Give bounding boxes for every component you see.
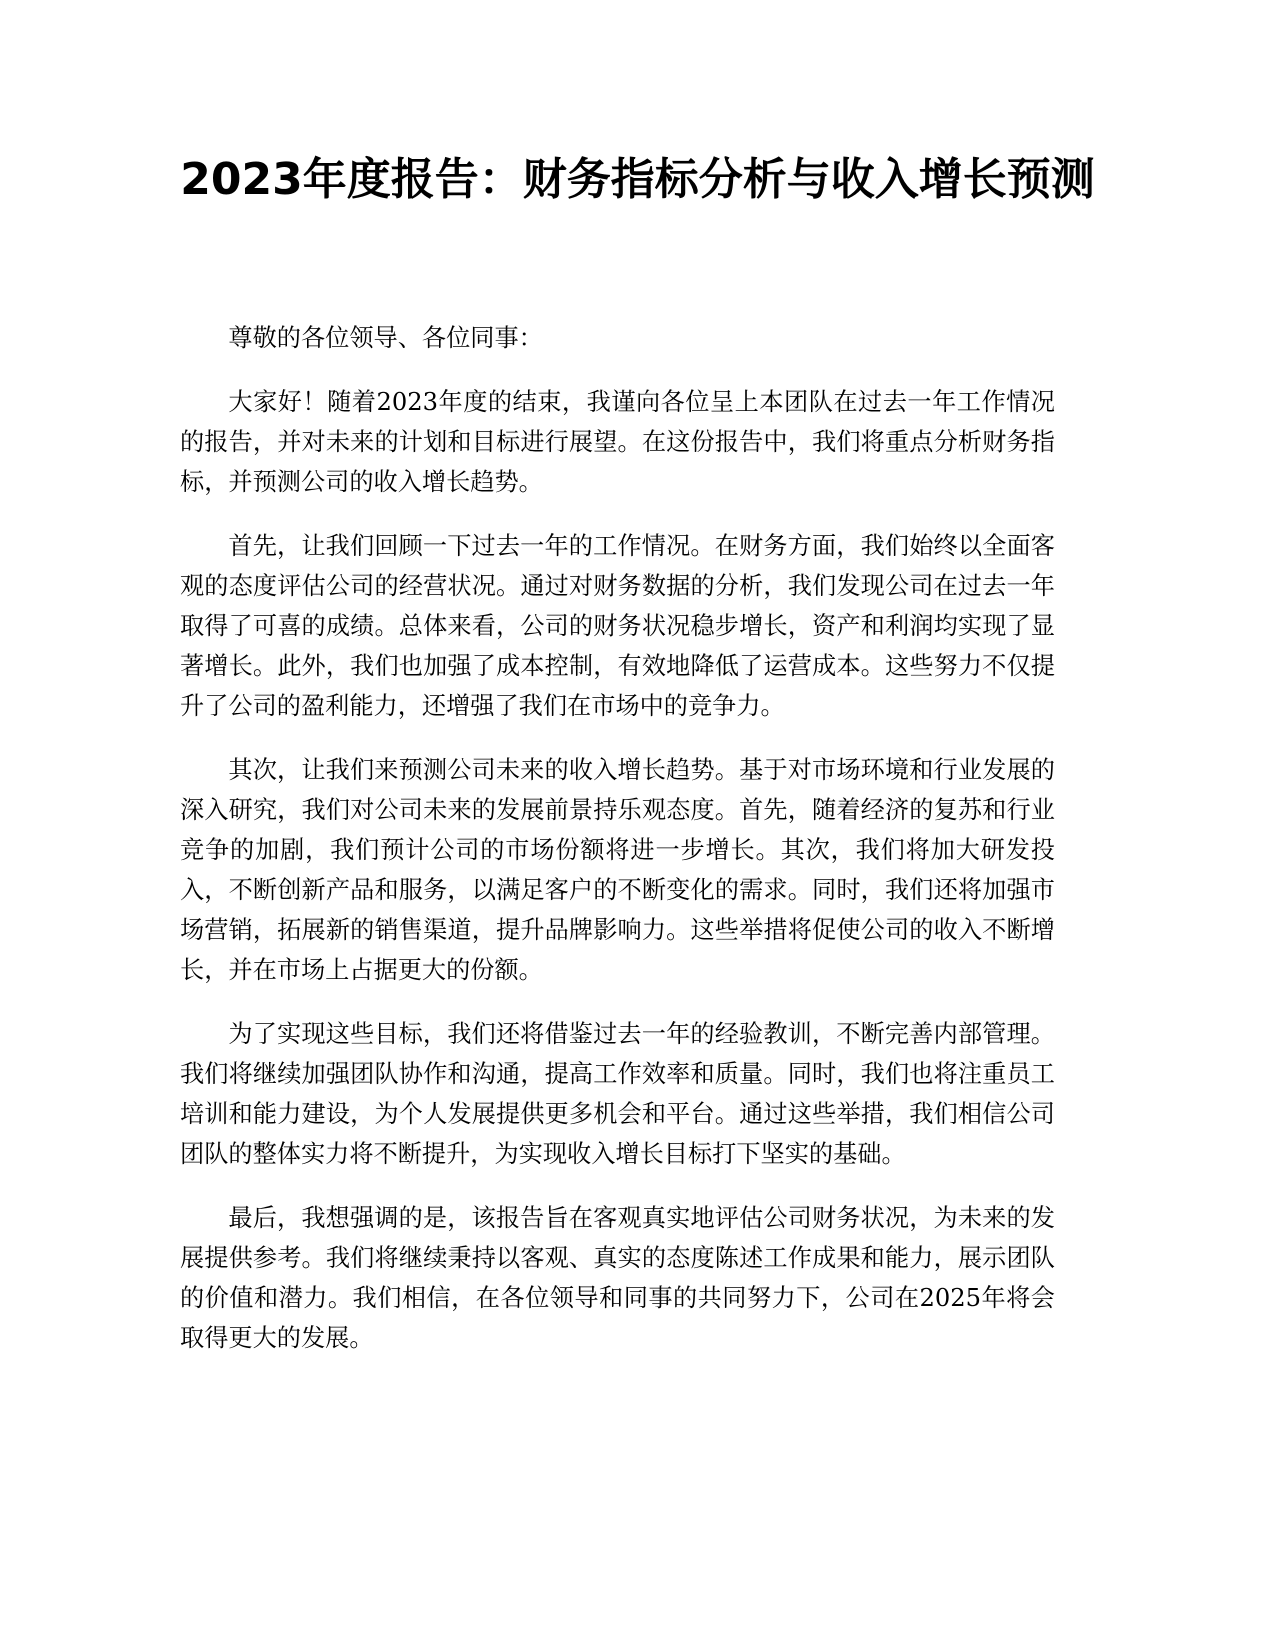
intro-paragraph: 大家好！随着2023年度的结束，我谨向各位呈上本团队在过去一年工作情况的报告，并对未来的计划和目标进行展望。在这份报告中，我们将重点分析财务指标，并预测公司的收入增长趋势。 [180, 388, 1055, 496]
document-body [180, 318, 1055, 1382]
document-title: 2023年度报告：财务指标分析与收入增长预测 [180, 154, 1095, 205]
forecast-paragraph: 其次，让我们来预测公司未来的收入增长趋势。基于对市场环境和行业发展的深入研究，我们对公司未来的发展前景持乐观态度。首先，随着经济的复苏和行业竞争的加剧，我们预计公司的市场份额将进一步增长。其次，我们将加大研发投入，不断创新产品和服务，以满足客户的不断变化的需求。同时，我们还将加强市场营销，拓展新的销售渠道，提升品牌影响力。这些举措将促使公司的收入不断增长，并在市场上占据更大的份额。 [180, 756, 1055, 984]
closing-paragraph: 最后，我想强调的是，该报告旨在客观真实地评估公司财务状况，为未来的发展提供参考。我们将继续秉持以客观、真实的态度陈述工作成果和能力，展示团队的价值和潜力。我们相信，在各位领导和同事的共同努力下，公司在2025年将会取得更大的发展。 [180, 1204, 1055, 1352]
review-paragraph: 首先，让我们回顾一下过去一年的工作情况。在财务方面，我们始终以全面客观的态度评估公司的经营状况。通过对财务数据的分析，我们发现公司在过去一年取得了可喜的成绩。总体来看，公司的财务状况稳步增长，资产和利润均实现了显著增长。此外，我们也加强了成本控制，有效地降低了运营成本。这些努力不仅提升了公司的盈利能力，还增强了我们在市场中的竞争力。 [180, 532, 1055, 720]
salutation: 尊敬的各位领导、各位同事： [228, 324, 543, 352]
management-paragraph: 为了实现这些目标，我们还将借鉴过去一年的经验教训，不断完善内部管理。我们将继续加强团队协作和沟通，提高工作效率和质量。同时，我们也将注重员工培训和能力建设，为个人发展提供更多机会和平台。通过这些举措，我们相信公司团队的整体实力将不断提升，为实现收入增长目标打下坚实的基础。 [180, 1020, 1055, 1168]
